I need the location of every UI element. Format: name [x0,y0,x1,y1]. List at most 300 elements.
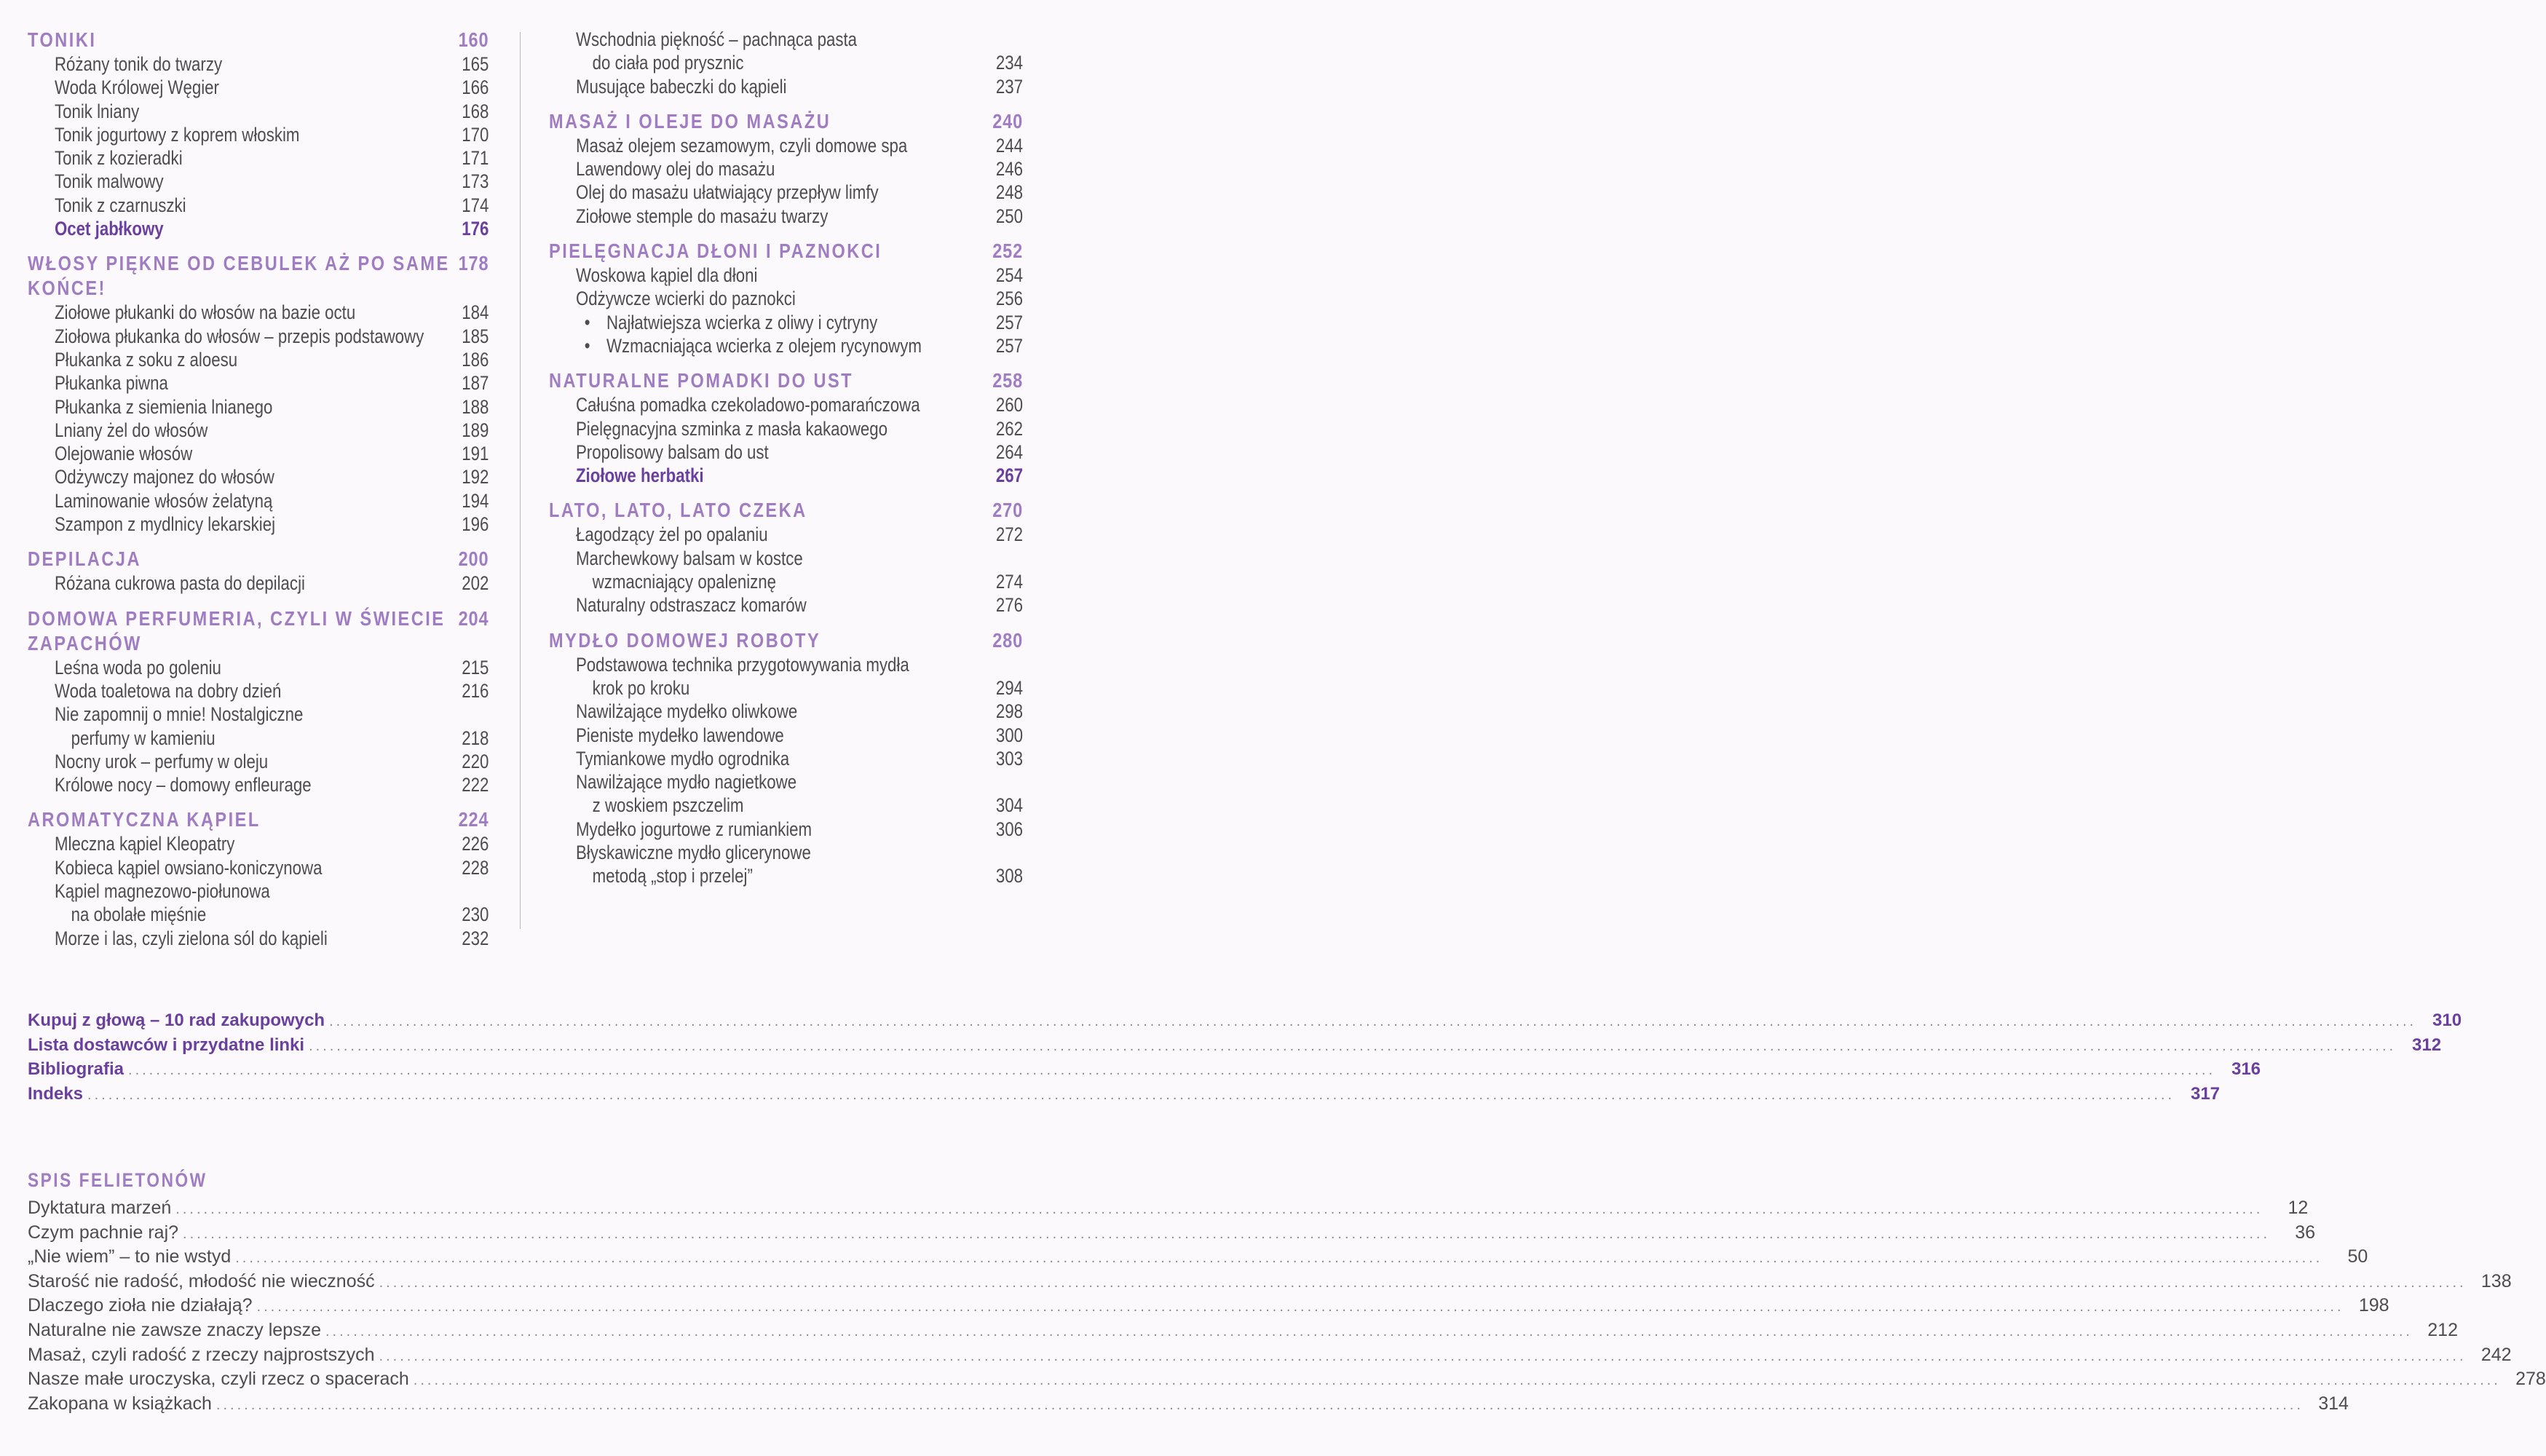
entry-title [28,656,221,679]
entry-title [549,464,704,487]
entry-page-number: 50 [2347,1246,2368,1267]
entry-title: Bibliografia [28,1059,124,1080]
section-heading[interactable] [549,239,1023,264]
dot-leader: ............................................................................................................................................................................................................................................................................................................ [87,1086,2175,1103]
entry-title [28,856,322,879]
toc-section [28,251,489,536]
entry-title-line: Płukanka z siemienia lnianego [54,395,273,418]
entry-title-line: Mleczna kąpiel Kleopatry [54,833,235,855]
entry-page-number: 176 [462,218,489,240]
section-page-number: 240 [992,109,1023,132]
toc-entry[interactable] [28,52,489,76]
section-heading[interactable] [28,28,489,52]
entry-title [549,181,879,204]
entry-title [28,513,275,536]
entry-title [549,593,807,617]
toc-entry[interactable] [28,325,489,348]
entry-page-number: 212 [2427,1319,2458,1340]
entry-title [549,770,796,818]
section-title: DOMOWA PERFUMERIA, CZYLI W ŚWIECIE ZAPACHÓW [28,606,446,654]
dot-leader: ............................................................................................................................................................................................................................................................................................................ [183,1225,2271,1242]
column-divider [520,32,521,929]
dot-leader: ............................................................................................................................................................................................................................................................................................................ [329,1013,2417,1029]
entry-title: Zakopana w książkach [28,1393,212,1414]
entry-title [549,417,887,440]
essay-entry[interactable] [28,1393,2349,1417]
entry-title-line: Pieniste mydełko lawendowe [575,724,784,746]
toc-entry[interactable] [28,301,489,324]
toc-entry[interactable] [549,134,1023,157]
entry-page-number: 166 [462,76,489,99]
entry-title-line: Ziołowe stemple do masażu twarzy [575,205,829,227]
entry-page-number: 226 [462,833,489,855]
entry-page-number: 267 [995,464,1023,487]
essay-entry[interactable] [28,1270,2512,1295]
entry-title-line: Tonik malwowy [54,170,164,193]
entry-page-number: 138 [2480,1270,2512,1291]
entry-title [549,311,877,334]
entry-title [28,325,424,348]
back-matter-entry[interactable] [28,1009,2462,1034]
entry-page-number: 12 [2288,1198,2309,1218]
entry-title: Czym pachnie raj? [28,1222,179,1243]
toc-entry[interactable] [549,547,1023,594]
dot-leader: ............................................................................................................................................................................................................................................................................................................ [256,1299,2344,1315]
toc-entry[interactable] [549,653,1023,700]
entry-page-number: 314 [2318,1393,2349,1414]
entry-title [549,264,758,287]
back-matter-entry[interactable] [28,1034,2442,1059]
toc-entry[interactable] [28,832,489,855]
entry-title-line: Różany tonik do twarzy [54,53,223,75]
entry-title [28,489,272,513]
toc-entry[interactable] [549,181,1023,204]
toc-entry[interactable] [549,770,1023,818]
toc-entry[interactable] [549,205,1023,228]
toc-section [549,239,1023,357]
entry-title [28,170,164,193]
section-heading[interactable] [549,628,1023,653]
toc-entry[interactable] [549,417,1023,440]
toc-section [549,498,1023,617]
entry-title-line: Kobieca kąpiel owsiano-koniczynowa [54,856,323,879]
back-matter-entry[interactable] [28,1058,2261,1083]
entry-title: Nasze małe uroczyska, czyli rzecz o spacerach [28,1369,409,1390]
toc-entry[interactable] [549,747,1023,770]
entry-page-number: 254 [995,264,1023,287]
dot-leader: ............................................................................................................................................................................................................................................................................................................ [216,1396,2304,1413]
section-page-number: 200 [458,547,489,571]
toc-entry[interactable] [549,724,1023,747]
section-title: LATO, LATO, LATO CZEKA [549,499,807,522]
section-title: AROMATYCZNA KĄPIEL [28,808,261,831]
entry-title-line: Płukanka z soku z aloesu [54,348,238,371]
entry-title [549,523,768,546]
entry-title [28,832,234,855]
entry-title-line: Olejowanie włosów [54,443,193,465]
section-page-number: 204 [458,606,489,630]
section-page-number: 224 [458,808,489,831]
entry-title: Kupuj z głową – 10 rad zakupowych [28,1010,325,1030]
entry-page-number: 189 [462,419,489,441]
entry-page-number: 186 [462,348,489,371]
section-title: MASAŻ I OLEJE DO MASAŻU [549,109,831,132]
essay-entry[interactable] [28,1368,2546,1393]
entry-page-number: 312 [2412,1034,2442,1055]
section-title: MYDŁO DOMOWEJ ROBOTY [549,628,821,652]
entry-title [28,773,312,796]
toc-entry[interactable] [28,194,489,217]
toc-entry[interactable] [28,465,489,488]
entry-title-continuation: metodą „stop i przelej” [592,865,753,887]
entry-page-number: 316 [2231,1059,2261,1080]
entry-title [28,348,237,371]
entry-page-number: 234 [995,52,1023,74]
entry-title: Naturalne nie zawsze znaczy lepsze [28,1319,321,1340]
entry-page-number: 294 [995,676,1023,699]
entry-page-number: 262 [995,417,1023,440]
section-title: WŁOSY PIĘKNE OD CEBULEK AŻ PO SAME KOŃCE! [28,252,450,300]
entry-title: Indeks [28,1083,84,1104]
essay-entry[interactable] [28,1246,2368,1270]
entry-page-number: 168 [462,100,489,122]
entry-page-number: 304 [995,794,1023,817]
section-page-number: 270 [992,499,1023,522]
toc-entry[interactable] [28,442,489,465]
dot-leader: ............................................................................................................................................................................................................................................................................................................ [379,1274,2467,1291]
entry-title-line: Nawilżające mydełko oliwkowe [575,700,798,723]
entry-page-number: 300 [995,724,1023,746]
entry-title-line: Błyskawiczne mydło glicerynowe [575,842,811,864]
entry-title [28,571,305,595]
entry-title-line: Wzmacniająca wcierka z olejem rycynowym [606,334,922,357]
entry-title-line: Ziołowe herbatki [575,464,704,487]
entry-title [549,75,787,98]
toc-entry[interactable] [28,879,489,927]
entry-title-line: Laminowanie włosów żelatyną [54,489,273,512]
entry-title-line: Ocet jabłkowy [54,218,164,240]
toc-left-column [28,28,489,961]
section-heading[interactable] [28,606,489,656]
section-title: DEPILACJA [28,547,141,571]
dot-leader: ............................................................................................................................................................................................................................................................................................................ [379,1348,2467,1364]
entry-title [549,841,811,888]
section-title: PIELĘGNACJA DŁONI I PAZNOKCI [549,240,882,263]
entry-title-line: Woskowa kąpiel dla dłoni [575,264,758,287]
entry-title-line: Lniany żel do włosów [54,419,208,441]
dot-leader: ............................................................................................................................................................................................................................................................................................................ [309,1037,2397,1054]
toc-entry[interactable] [28,656,489,679]
entry-title-line: Tonik z kozieradki [54,147,183,170]
toc-entry[interactable] [549,75,1023,98]
entry-page-number: 191 [462,443,489,465]
toc-entry[interactable] [549,700,1023,723]
entry-title-line: Tonik lniany [54,100,140,122]
entry-page-number: 257 [995,311,1023,333]
toc-entry[interactable] [28,395,489,419]
dot-leader: ............................................................................................................................................................................................................................................................................................................ [413,1372,2501,1389]
entry-page-number: 260 [995,394,1023,416]
entry-title [549,653,909,700]
toc-section [549,368,1023,487]
entry-page-number: 202 [462,572,489,595]
toc-entry[interactable] [549,287,1023,310]
entry-title [28,146,183,170]
entry-page-number: 274 [995,571,1023,593]
entry-title-line: Leśna woda po goleniu [54,656,221,678]
toc-section [28,547,489,595]
entry-page-number: 228 [462,856,489,879]
toc-entry[interactable] [549,440,1023,464]
entry-title [28,194,186,217]
toc-entry[interactable] [549,157,1023,181]
toc-entry[interactable] [28,146,489,170]
entry-title-line: Morze i las, czyli zielona sól do kąpieli [54,927,328,949]
section-page-number: 280 [992,628,1023,652]
section-heading[interactable] [549,109,1023,134]
entry-page-number: 218 [462,727,489,749]
toc-entry[interactable] [549,264,1023,287]
toc-entry[interactable] [28,371,489,395]
section-page-number: 178 [458,252,489,275]
toc-right-column [549,28,1023,899]
entry-title-line: Musujące babeczki do kąpieli [575,75,787,98]
toc-entry[interactable] [28,100,489,123]
section-heading[interactable] [28,547,489,571]
entry-page-number: 244 [995,134,1023,157]
entry-title-continuation: wzmacniający opaleniznę [592,571,777,593]
entry-title [28,371,168,395]
toc-section [28,807,489,949]
entry-title [549,547,803,594]
section-page-number: 258 [992,369,1023,392]
section-heading[interactable] [549,498,1023,523]
entry-page-number: 36 [2295,1222,2316,1243]
entry-title [28,879,270,927]
toc-entry[interactable] [549,818,1023,841]
toc-entry[interactable] [549,841,1023,888]
entry-page-number: 173 [462,170,489,193]
entry-title [28,123,299,146]
entry-page-number: 242 [2480,1344,2512,1365]
dot-leader: ............................................................................................................................................................................................................................................................................................................ [128,1062,2216,1079]
entry-page-number: 317 [2190,1083,2221,1104]
entry-title-line: Nie zapomnij o mnie! Nostalgiczne [54,703,304,726]
entry-title-line: Całuśna pomadka czekoladowo-pomarańczowa [575,394,920,416]
toc-entry[interactable] [549,464,1023,487]
toc-entry[interactable] [28,773,489,796]
entry-title-continuation: perfumy w kamieniu [71,727,216,749]
entry-title-line: Tonik jogurtowy z koprem włoskim [54,123,300,146]
entry-title [28,750,268,773]
entry-title-line: Masaż olejem sezamowym, czyli domowe spa [575,134,908,157]
entry-title: Dlaczego zioła nie działają? [28,1295,253,1316]
entry-title: Starość nie radość, młodość nie wieczność [28,1270,375,1291]
toc-bullet-entry[interactable] [549,311,1023,334]
toc-entry[interactable] [28,489,489,513]
entry-title [549,700,797,723]
entry-page-number: 250 [995,205,1023,227]
entry-page-number: 237 [995,75,1023,98]
entry-title [28,395,272,419]
entry-title [549,157,775,181]
entry-title [549,818,812,841]
entry-title [28,703,303,750]
back-matter-list [28,1009,2462,1107]
section-title: TONIKI [28,28,97,51]
toc-section [28,28,489,240]
entry-page-number: 248 [995,181,1023,204]
toc-entry[interactable] [28,419,489,442]
entry-title-line: Marchewkowy balsam w kostce [575,547,803,569]
toc-entry[interactable] [549,523,1023,546]
toc-entry[interactable] [28,217,489,240]
entry-title-line: Odżywcze wcierki do paznokci [575,288,796,310]
entry-title-line: Płukanka piwna [54,372,168,395]
essay-entry[interactable] [28,1294,2389,1319]
entry-page-number: 194 [462,489,489,512]
entry-title [28,442,192,465]
entry-page-number: 246 [995,158,1023,181]
entry-title [549,440,769,464]
entry-page-number: 222 [462,774,489,796]
entry-page-number: 310 [2432,1010,2462,1030]
entry-page-number: 215 [462,656,489,678]
entry-title [28,679,281,703]
entry-title-line: Mydełko jogurtowe z rumiankiem [575,818,813,840]
entry-page-number: 303 [995,747,1023,769]
entry-page-number: 192 [462,466,489,488]
section-title: NATURALNE POMADKI DO UST [549,369,854,392]
section-heading[interactable] [549,368,1023,393]
entry-title-line: Łagodzący żel po opalaniu [575,523,768,546]
entry-title [28,76,219,99]
entry-page-number: 185 [462,325,489,347]
essay-entry[interactable] [28,1197,2309,1222]
entry-page-number: 196 [462,513,489,536]
entry-title-line: Królowe nocy – domowy enfleurage [54,774,312,796]
entry-title-line: Szampon z mydlnicy lekarskiej [54,513,276,536]
entry-page-number: 272 [995,523,1023,546]
entry-page-number: 188 [462,395,489,418]
essay-entry[interactable] [28,1222,2316,1246]
essay-entry[interactable] [28,1344,2512,1369]
toc-entry[interactable] [28,750,489,773]
entry-title [549,134,907,157]
toc-section [549,109,1023,228]
toc-entry[interactable] [28,856,489,879]
toc-entry[interactable] [28,76,489,99]
entry-title [549,287,796,310]
entry-title: Lista dostawców i przydatne linki [28,1034,305,1055]
section-page-number: 252 [992,240,1023,263]
entry-title-line: Różana cukrowa pasta do depilacji [54,572,305,595]
entry-title-line: Woda Królowej Węgier [54,76,219,99]
entry-page-number: 216 [462,679,489,702]
entry-title [28,419,207,442]
entry-title-line: Kąpiel magnezowo-piołunowa [54,880,270,903]
entry-title: Dyktatura marzeń [28,1198,172,1218]
toc-entry[interactable] [28,703,489,750]
entry-page-number: 184 [462,301,489,324]
entry-title-line: Najłatwiejsza wcierka z oliwy i cytryny [606,311,878,333]
toc-section [549,28,1023,98]
entry-page-number: 306 [995,818,1023,840]
toc-entry[interactable] [28,927,489,950]
entry-page-number: 256 [995,288,1023,310]
entry-page-number: 232 [462,927,489,949]
toc-entry[interactable] [28,679,489,703]
entry-title [28,301,355,324]
entry-page-number: 257 [995,334,1023,357]
entry-page-number: 298 [995,700,1023,723]
back-matter-entry[interactable] [28,1083,2221,1107]
entry-page-number: 278 [2515,1369,2546,1390]
entry-title-continuation: do ciała pod prysznic [592,52,744,74]
entry-title-line: Nawilżające mydło nagietkowe [575,771,797,794]
entry-title-line: Naturalny odstraszacz komarów [575,594,807,617]
entry-title [28,465,274,488]
entry-title-line: Ziołowa płukanka do włosów – przepis podstawowy [54,325,424,347]
entry-page-number: 170 [462,123,489,146]
dot-leader: ............................................................................................................................................................................................................................................................................................................ [235,1250,2323,1267]
entry-title-continuation: na obolałe mięśnie [71,903,207,926]
entry-page-number: 308 [995,865,1023,887]
toc-entry[interactable] [28,348,489,371]
entry-page-number: 187 [462,372,489,395]
entry-title [28,217,164,240]
section-heading[interactable] [28,251,489,301]
essays-list [28,1197,2546,1417]
toc-section [28,606,489,797]
toc-entry[interactable] [28,123,489,146]
toc-bullet-entry[interactable] [549,334,1023,357]
entry-page-number: 220 [462,750,489,772]
entry-title [28,927,328,950]
toc-entry[interactable] [549,28,1023,75]
entry-page-number: 230 [462,903,489,926]
section-page-number: 160 [458,28,489,51]
entry-title [549,724,784,747]
entry-title-line: Pielęgnacyjna szminka z masła kakaowego [575,417,888,440]
entry-title [549,747,789,770]
toc-entry[interactable] [28,571,489,595]
toc-section [549,628,1023,888]
dot-leader: ............................................................................................................................................................................................................................................................................................................ [325,1323,2413,1340]
toc-entry[interactable] [28,513,489,536]
entry-page-number: 174 [462,194,489,216]
toc-entry[interactable] [28,170,489,193]
entry-title-line: Nocny urok – perfumy w oleju [54,750,269,772]
entry-page-number: 198 [2358,1295,2389,1316]
toc-entry[interactable] [549,393,1023,416]
entry-title-line: Podstawowa technika przygotowywania mydła [575,653,909,676]
entry-title [549,28,857,75]
entry-title-line: Lawendowy olej do masażu [575,158,775,181]
essay-entry[interactable] [28,1319,2458,1344]
dot-leader: ............................................................................................................................................................................................................................................................................................................ [175,1201,2264,1217]
entry-title-continuation: krok po kroku [592,676,690,699]
section-heading[interactable] [28,807,489,832]
entry-page-number: 171 [462,147,489,170]
entry-title-line: Wschodnia piękność – pachnąca pasta [575,28,858,50]
entry-page-number: 276 [995,594,1023,617]
entry-title: Masaż, czyli radość z rzeczy najprostszych [28,1344,375,1365]
entry-title [549,393,920,416]
toc-entry[interactable] [549,593,1023,617]
entry-title-line: Tymiankowe mydło ogrodnika [575,747,790,769]
entry-page-number: 264 [995,440,1023,463]
